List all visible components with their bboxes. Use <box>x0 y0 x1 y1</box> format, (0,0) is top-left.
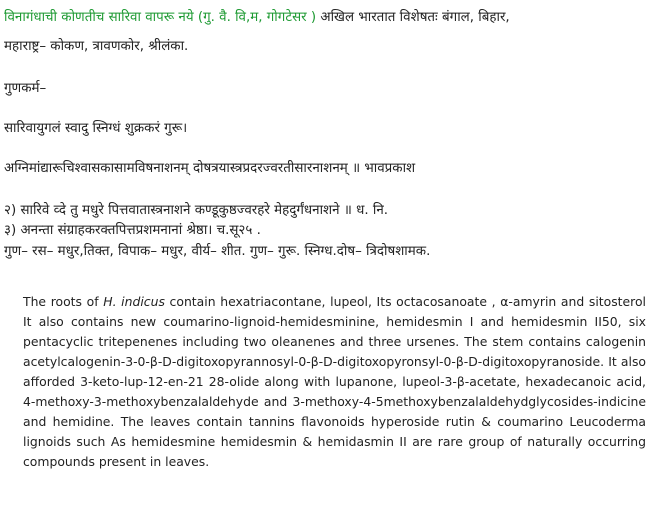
guna-properties: गुण– रस– मधुर,तिक्त, विपाक– मधुर, वीर्य– शीत. गुण– गुरू. स्निग्ध.दोष– त्रिदोषशामक. <box>4 244 431 259</box>
intro-line-1 <box>4 7 510 29</box>
chemistry-paragraph <box>23 292 646 472</box>
paragraph-body: contain hexatriacontane, lupeol, Its octacosanoate , α-amyrin and sitosterol It also contains new coumarino-lignoid-hemidesminine, hemidesmin I and hemidesmin II50, six pentacyclic tritepenenes including two oleanenes and three ursenes. The stem contains calogenin acetylcalogenin-3-0-β-D-digitoxopyrannosyl-0-β-D-digitoxopyronsyl-0-β-D-digitoxopyranoside. It also afforded 3-keto-lup-12-en-21 28-olide along with lupanone, lupeol-3-β-acetate, hexadecanoic acid, 4-methoxy-3-methoxybenzalaldehyde and 3-methoxy-4-5methoxybenzalaldehydglycosides-indicine and hemidine. The leaves contain tannins flavonoids hyperoside rutin & coumarino Leucoderma lignoids such As hemidesmine hemidesmin & hemidasmin II are rare group of naturally occurring compounds present in leaves. <box>23 294 646 469</box>
reference-item-2: २) सारिवे व्दे तु मधुरे पित्तवातास्त्रनाशने कण्डूकुष्ठज्वरहरे मेहदुर्गंधनाशने ॥ ध. नि. <box>4 203 389 218</box>
reference-item-3: ३) अनन्ता संग्राहकरक्तपित्तप्रशमनानां श्रेष्ठा। च.सू२५ . <box>4 223 261 238</box>
gogate-note: विनागंधाची कोणतीच सारिवा वापरू नये (गु. वै. वि,म, गोगटेसर ) <box>4 10 317 25</box>
paragraph-prefix: The roots of <box>23 294 104 309</box>
shloka-line-2: अग्निमांद्यारूचिश्वासकासामविषनाशनम् दोषत्रयास्त्रप्रदरज्वरतीसारनाशनम् ॥ भावप्रकाश <box>4 161 416 176</box>
shloka-line-1: सारिवायुगलं स्वादु स्निग्धं शुक्रकरं गुरू। <box>4 121 188 136</box>
intro-line-2: महाराष्ट्र– कोकण, त्रावणकोर, श्रीलंका. <box>4 39 189 54</box>
section-heading: गुणकर्म– <box>4 81 47 96</box>
distribution-text: अखिल भारतात विशेषतः बंगाल, बिहार, <box>316 10 510 25</box>
species-name: H. indicus <box>103 294 165 309</box>
